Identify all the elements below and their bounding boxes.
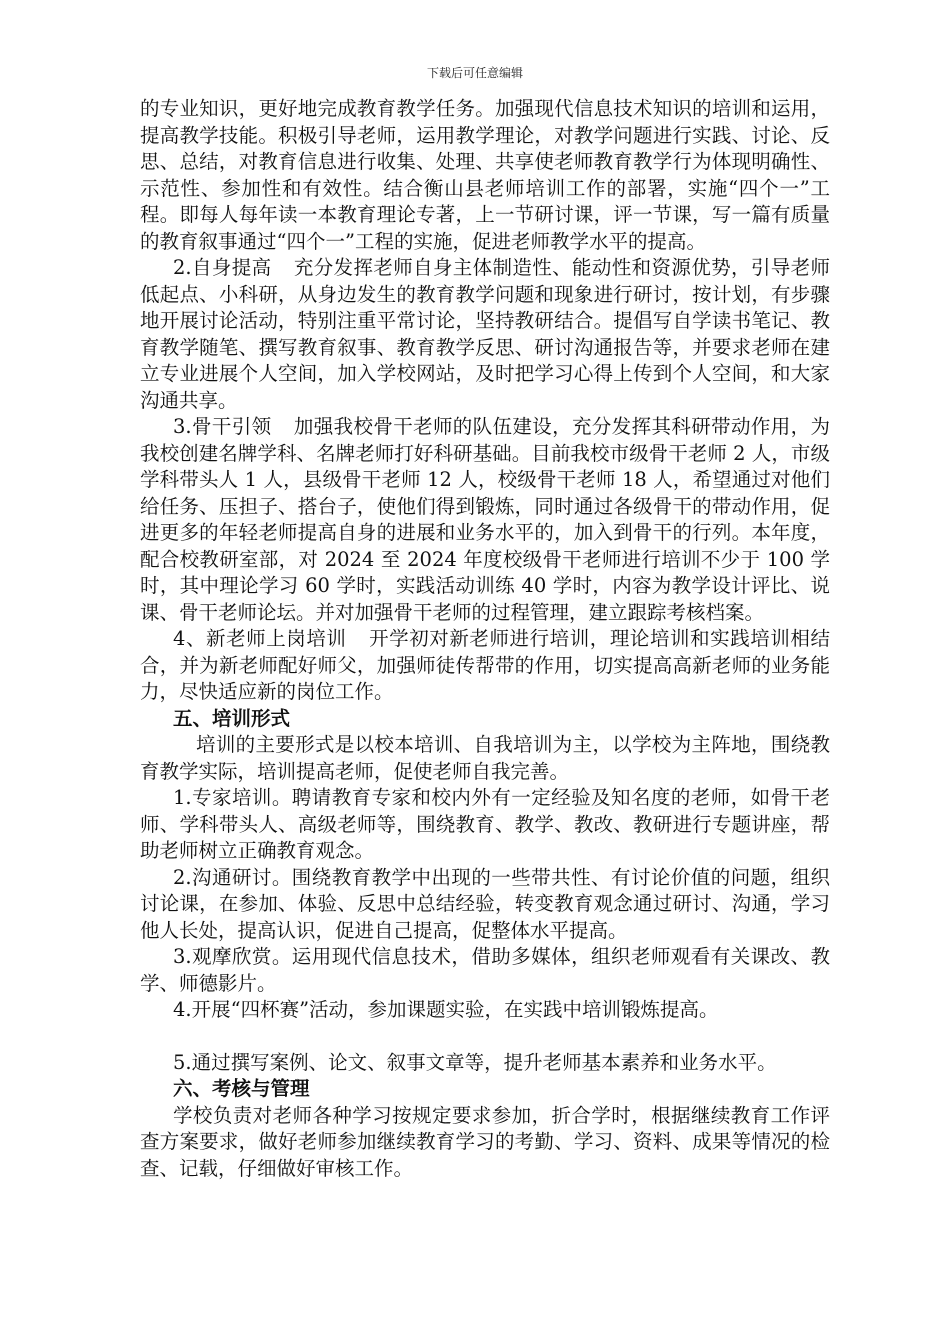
item-4-title: 4、新老师上岗培训 [173, 627, 347, 650]
page-header: 下载后可任意编辑 [426, 66, 523, 80]
form-item-4: 4.开展“四杯赛”活动，参加课题实验，在实践中培训锻炼提高。 [173, 998, 719, 1021]
item-3 [140, 414, 830, 626]
form-item-1: 1.专家培训。聘请教育专家和校内外有一定经验及知名度的老师，如骨干老师、学科带头人、高级老师等，围绕教育、教学、教改、教研进行专题讲座，帮助老师树立正确教育观念。 [140, 786, 830, 862]
section-5-intro: 培训的主要形式是以校本培训、自我培训为主，以学校为主阵地，围绕教育教学实际，培训提高老师，促使老师自我完善。 [140, 733, 830, 783]
form-item-2: 2.沟通研讨。围绕教育教学中出现的一些带共性、有讨论价值的问题，组织讨论课，在参加、体验、反思中总结经验，转变教育观念通过研讨、沟通，学习他人长处，提高认识，促进自己提高，促整体水平提高。 [140, 865, 830, 942]
document-body [140, 96, 830, 1182]
item-2-title: 2.自身提高 [173, 256, 272, 279]
item-2 [140, 255, 830, 414]
paragraph-continued: 的专业知识，更好地完成教育教学任务。加强现代信息技术知识的培训和运用，提高教学技能。积极引导老师，运用教学理论，对教学问题进行实践、讨论、反思、总结，对教育信息进行收集、处理、共享使老师教育教学行为体现明确性、示范性、参加性和有效性。结合衡山县老师培训工作的部署，实施“四个一”工程。即每人每年读一本教育理论专著，上一节研讨课，评一节课，写一篇有质量的教育叙事通过“四个一”工程的实施，促进老师教学水平的提高。 [140, 97, 830, 253]
section-6-heading: 六、考核与管理 [173, 1077, 310, 1100]
section-6-text: 学校负责对老师各种学习按规定要求参加，折合学时，根据继续教育工作评查方案要求，做好老师参加继续教育学习的考勤、学习、资料、成果等情况的检查、记载，仔细做好审核工作。 [140, 1103, 830, 1180]
form-item-3: 3.观摩欣赏。运用现代信息技术，借助多媒体，组织老师观看有关课改、教学、师德影片。 [140, 945, 830, 995]
item-2-text: 充分发挥老师自身主体制造性、能动性和资源优势，引导老师低起点、小科研，从身边发生的教育教学问题和现象进行研讨，按计划，有步骤地开展讨论活动，特别注重平常讨论，坚持教研结合。提倡写自学读书笔记、教育教学随笔、撰写教育叙事、教育教学反思、研讨沟通报告等，并要求老师在建立专业进展个人空间，加入学校网站，及时把学习心得上传到个人空间，和大家沟通共享。 [140, 256, 830, 412]
item-3-text: 加强我校骨干老师的队伍建设，充分发挥其科研带动作用，为我校创建名牌学科、名牌老师打好科研基础。目前我校市级骨干老师 2 人，市级学科带头人 1 人，县级骨干老师 12 人，校级骨干老师 18 人，希望通过对他们给任务、压担子、搭台子，使他们得到锻炼，同时通过各级骨干的带动作用，促进更多的年轻老师提高自身的进展和业务水平的，加入到骨干的行列。本年度，配合校教研室部，对 2024 至 2024 年度校级骨干老师进行培训不少于 100 学时，其中理论学习 60 学时，实践活动训练 40 学时，内容为教学设计评比、说课、骨干老师论坛。并对加强骨干老师的过程管理，建立跟踪考核档案。 [140, 415, 830, 624]
item-4 [140, 626, 830, 706]
section-5-heading: 五、培训形式 [173, 706, 291, 730]
form-item-5: 5.通过撰写案例、论文、叙事文章等，提升老师基本素养和业务水平。 [173, 1050, 777, 1074]
item-4-text: 开学初对新老师进行培训，理论培训和实践培训相结合，并为新老师配好师父，加强师徒传帮带的作用，切实提高高新老师的业务能力，尽快适应新的岗位工作。 [140, 627, 830, 703]
item-3-title: 3.骨干引领 [173, 415, 272, 438]
